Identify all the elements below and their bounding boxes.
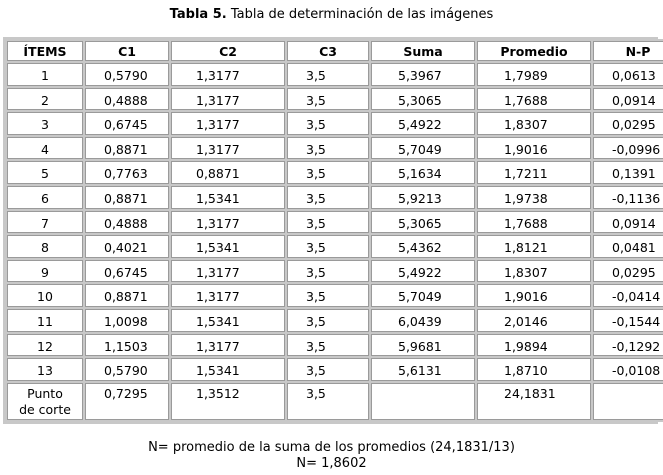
cell-c2: 1,3177 (171, 63, 285, 86)
footer-formula: N= promedio de la suma de los promedios (24,1831/13) (148, 440, 515, 455)
cell-suma: 5,4922 (371, 260, 475, 283)
table-row (7, 284, 663, 307)
cell-c1: 0,4888 (85, 88, 169, 111)
cell-c1: 1,0098 (85, 309, 169, 332)
cell-item: 13 (7, 358, 83, 381)
header-c1: C1 (85, 41, 169, 61)
cell-np: 0,0914 (593, 211, 663, 234)
table-row (7, 112, 663, 135)
cell-c1: 0,8871 (85, 186, 169, 209)
cell-item: 2 (7, 88, 83, 111)
cell-promedio: 1,9016 (477, 284, 591, 307)
cell-suma: 5,9213 (371, 186, 475, 209)
cell-c3: 3,5 (287, 309, 369, 332)
cell-c2: 1,5341 (171, 358, 285, 381)
caption-label: Tabla 5. (169, 7, 227, 22)
cell-promedio: 1,9016 (477, 137, 591, 160)
cell-c3: 3,5 (287, 211, 369, 234)
cell-item: 4 (7, 137, 83, 160)
table-row-punto-de-corte (7, 383, 663, 420)
cell-np (593, 383, 663, 420)
cell-c1: 0,7295 (85, 383, 169, 420)
cell-np: -0,0996 (593, 137, 663, 160)
cell-suma: 5,4922 (371, 112, 475, 135)
cell-c1: 0,6745 (85, 260, 169, 283)
cell-c3: 3,5 (287, 284, 369, 307)
caption-text: Tabla de determinación de las imágenes (226, 7, 494, 22)
cell-c1: 0,5790 (85, 358, 169, 381)
table-row (7, 161, 663, 184)
cell-c2: 1,3177 (171, 88, 285, 111)
cell-np: 0,0481 (593, 235, 663, 258)
cell-np: 0,0295 (593, 112, 663, 135)
cell-promedio: 2,0146 (477, 309, 591, 332)
cell-np: 0,0613 (593, 63, 663, 86)
table-row (7, 334, 663, 357)
cell-promedio: 1,7688 (477, 88, 591, 111)
determination-table-frame (3, 37, 661, 424)
cell-c1: 0,8871 (85, 284, 169, 307)
cell-suma: 5,3065 (371, 88, 475, 111)
cell-promedio: 1,7688 (477, 211, 591, 234)
cell-c2: 1,3512 (171, 383, 285, 420)
cell-c1: 0,7763 (85, 161, 169, 184)
table-row (7, 88, 663, 111)
cell-item: 5 (7, 161, 83, 184)
cell-c3: 3,5 (287, 112, 369, 135)
table-row (7, 63, 663, 86)
header-c3: C3 (287, 41, 369, 61)
cell-c2: 1,3177 (171, 260, 285, 283)
cell-np: -0,1544 (593, 309, 663, 332)
cell-c1: 1,1503 (85, 334, 169, 357)
cell-np: -0,1136 (593, 186, 663, 209)
table-row (7, 309, 663, 332)
punto-label-line1: Punto (27, 385, 63, 401)
cell-promedio: 1,9738 (477, 186, 591, 209)
header-suma: Suma (371, 41, 475, 61)
cell-c3: 3,5 (287, 358, 369, 381)
cell-c2: 0,8871 (171, 161, 285, 184)
cell-item: 1 (7, 63, 83, 86)
cell-c3: 3,5 (287, 137, 369, 160)
cell-promedio: 1,8307 (477, 260, 591, 283)
cell-c3: 3,5 (287, 260, 369, 283)
cell-c2: 1,5341 (171, 186, 285, 209)
cell-suma: 6,0439 (371, 309, 475, 332)
cell-c2: 1,3177 (171, 137, 285, 160)
cell-suma (371, 383, 475, 420)
header-promedio: Promedio (477, 41, 591, 61)
cell-promedio: 1,8710 (477, 358, 591, 381)
cell-item: 6 (7, 186, 83, 209)
cell-c3: 3,5 (287, 88, 369, 111)
footer-result: N= 1,8602 (296, 456, 367, 471)
cell-c2: 1,3177 (171, 334, 285, 357)
cell-c1: 0,8871 (85, 137, 169, 160)
cell-c1: 0,5790 (85, 63, 169, 86)
cell-promedio: 1,9894 (477, 334, 591, 357)
cell-np: 0,0295 (593, 260, 663, 283)
table-header-row (7, 41, 663, 61)
cell-c3: 3,5 (287, 186, 369, 209)
cell-suma: 5,4362 (371, 235, 475, 258)
cell-suma: 5,7049 (371, 137, 475, 160)
table-caption (0, 7, 663, 23)
cell-c1: 0,6745 (85, 112, 169, 135)
cell-item: 7 (7, 211, 83, 234)
cell-np: -0,0108 (593, 358, 663, 381)
header-c2: C2 (171, 41, 285, 61)
cell-np: -0,0414 (593, 284, 663, 307)
cell-c2: 1,3177 (171, 112, 285, 135)
table-row (7, 186, 663, 209)
cell-np: 0,1391 (593, 161, 663, 184)
cell-np: 0,0914 (593, 88, 663, 111)
cell-item: 8 (7, 235, 83, 258)
cell-suma: 5,3967 (371, 63, 475, 86)
cell-promedio: 1,7989 (477, 63, 591, 86)
cell-promedio: 1,8307 (477, 112, 591, 135)
cell-c2: 1,5341 (171, 235, 285, 258)
cell-c3: 3,5 (287, 161, 369, 184)
cell-c1: 0,4888 (85, 211, 169, 234)
table-row (7, 260, 663, 283)
cell-np: -0,1292 (593, 334, 663, 357)
cell-suma: 5,6131 (371, 358, 475, 381)
cell-item: 9 (7, 260, 83, 283)
cell-c3: 3,5 (287, 334, 369, 357)
cell-punto-label (7, 383, 83, 420)
cell-promedio: 24,1831 (477, 383, 591, 420)
punto-label-line2: de corte (19, 401, 71, 417)
cell-c2: 1,3177 (171, 284, 285, 307)
cell-item: 3 (7, 112, 83, 135)
table-row (7, 358, 663, 381)
cell-suma: 5,1634 (371, 161, 475, 184)
cell-c2: 1,3177 (171, 211, 285, 234)
cell-item: 11 (7, 309, 83, 332)
cell-suma: 5,7049 (371, 284, 475, 307)
cell-promedio: 1,7211 (477, 161, 591, 184)
cell-item: 12 (7, 334, 83, 357)
cell-c3: 3,5 (287, 235, 369, 258)
cell-c1: 0,4021 (85, 235, 169, 258)
cell-item: 10 (7, 284, 83, 307)
determination-table (5, 39, 663, 422)
table-row (7, 235, 663, 258)
cell-c3: 3,5 (287, 63, 369, 86)
header-items: ÍTEMS (7, 41, 83, 61)
cell-suma: 5,9681 (371, 334, 475, 357)
cell-c3: 3,5 (287, 383, 369, 420)
table-row (7, 211, 663, 234)
cell-promedio: 1,8121 (477, 235, 591, 258)
cell-c2: 1,5341 (171, 309, 285, 332)
cell-suma: 5,3065 (371, 211, 475, 234)
header-np: N-P (593, 41, 663, 61)
table-body (7, 63, 663, 420)
table-row (7, 137, 663, 160)
